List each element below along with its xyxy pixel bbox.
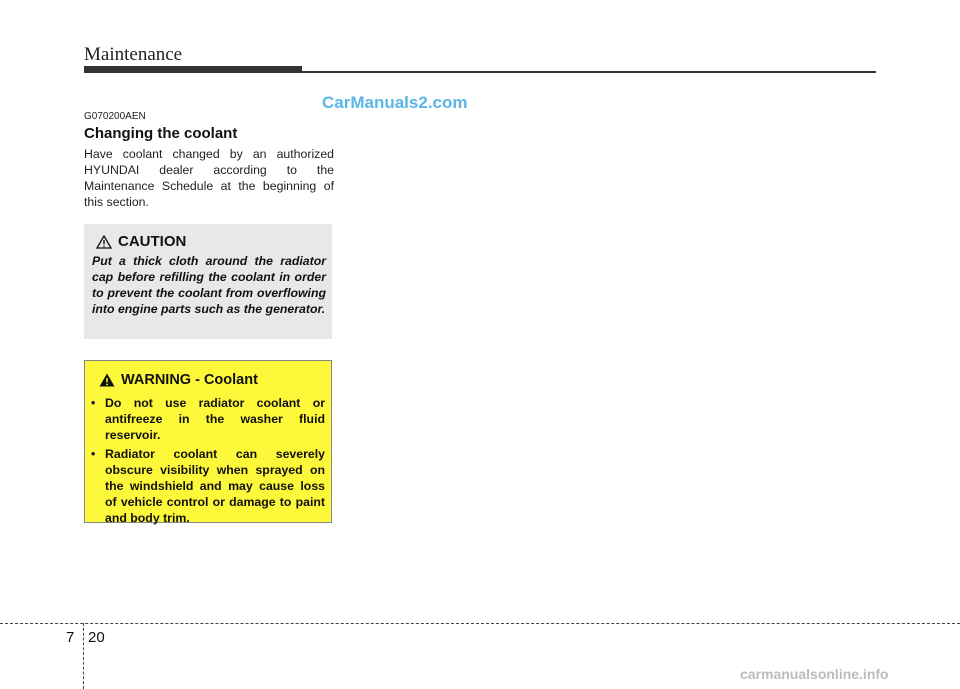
- bullet-glyph: •: [91, 396, 96, 410]
- caution-triangle-icon: [96, 235, 112, 249]
- chapter-number: 7: [66, 629, 75, 646]
- header-rule: [84, 71, 876, 73]
- warning-header: [99, 372, 258, 388]
- footer-divider: [83, 623, 84, 689]
- section-code: G070200AEN: [84, 111, 146, 122]
- warning-item-text: Do not use radiator coolant or antifreeze in the washer fluid reservoir.: [105, 396, 325, 442]
- caution-box: [84, 224, 332, 339]
- warning-item: [91, 446, 325, 526]
- footer-rule: [0, 623, 960, 624]
- section-title: Changing the coolant: [84, 125, 238, 142]
- warning-item-text: Radiator coolant can severely obscure visibility when sprayed on the windshield and may cause loss of vehicle control or damage to paint and body trim.: [105, 447, 325, 525]
- caution-header: [96, 233, 186, 250]
- caution-text: Put a thick cloth around the radiator cap before refilling the coolant in order to prevent the coolant from overflowing into engine parts such as the generator.: [92, 254, 326, 316]
- warning-triangle-icon: [99, 373, 115, 387]
- warning-item: [91, 395, 325, 443]
- bullet-glyph: •: [91, 447, 96, 461]
- caution-title: CAUTION: [118, 233, 187, 250]
- page-header-title: Maintenance: [84, 44, 183, 65]
- warning-title: WARNING - Coolant: [121, 372, 258, 388]
- section-body: Have coolant changed by an authorized HYUNDAI dealer according to the Maintenance Schedule at the beginning of this section.: [84, 147, 334, 209]
- warning-box: [84, 360, 332, 523]
- site-watermark-link[interactable]: carmanualsonline.info: [740, 666, 889, 682]
- watermark-link[interactable]: CarManuals2.com: [322, 93, 468, 112]
- page-number: 20: [88, 629, 105, 646]
- warning-list: [91, 395, 325, 529]
